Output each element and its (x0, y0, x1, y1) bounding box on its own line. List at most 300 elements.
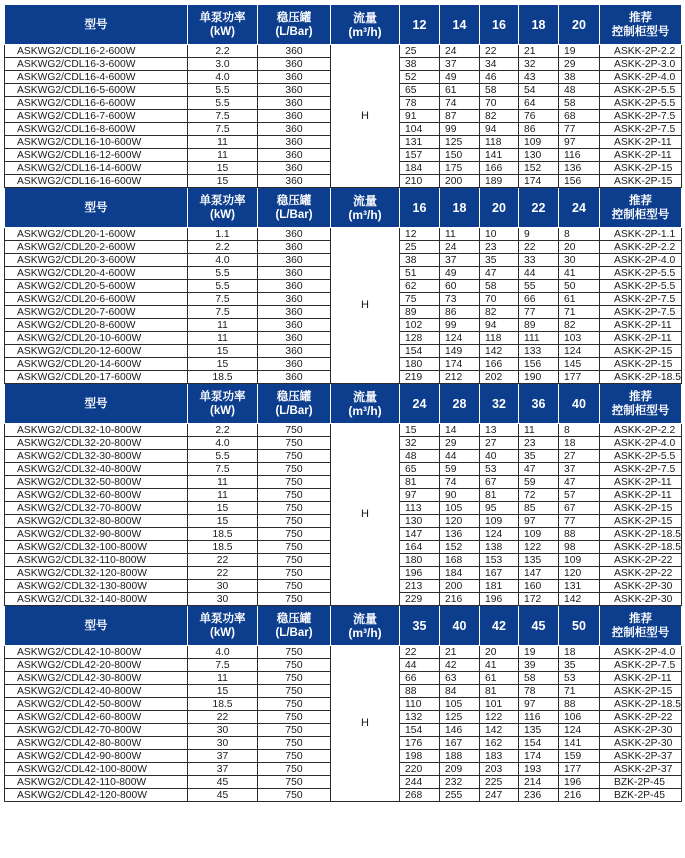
cell-head-value: 118 (480, 332, 519, 345)
cell-tank: 360 (258, 123, 331, 136)
cell-head-value: 162 (480, 737, 519, 750)
header-model (5, 188, 188, 228)
cell-model: ASKWG2/CDL16-7-600W (5, 110, 188, 123)
cell-head-value: 167 (440, 737, 480, 750)
cell-tank: 750 (258, 463, 331, 476)
cell-power: 45 (188, 789, 258, 802)
cell-head-value: 111 (519, 332, 559, 345)
cell-model: ASKWG2/CDL42-20-800W (5, 659, 188, 672)
header-flow-unit: (m³/h) (348, 207, 382, 222)
cell-model: ASKWG2/CDL16-16-600W (5, 175, 188, 188)
cell-head-value: 97 (559, 136, 600, 149)
cell-head-value: 212 (440, 371, 480, 384)
cell-tank: 750 (258, 763, 331, 776)
cell-head-value: 82 (480, 306, 519, 319)
cell-head-value: 81 (480, 685, 519, 698)
cell-head-value: 77 (559, 515, 600, 528)
cell-model: ASKWG2/CDL32-100-800W (5, 541, 188, 554)
cell-head-value: 48 (400, 450, 440, 463)
cell-head-value: 22 (480, 45, 519, 58)
cell-power: 7.5 (188, 306, 258, 319)
cell-tank: 750 (258, 711, 331, 724)
cell-head-value: 152 (440, 541, 480, 554)
cell-head-value: 97 (519, 515, 559, 528)
cell-head-value: 147 (400, 528, 440, 541)
cell-head-value: 65 (400, 463, 440, 476)
cell-tank: 360 (258, 175, 331, 188)
cell-head-value: 18 (559, 646, 600, 659)
cell-head-value: 229 (400, 593, 440, 606)
cell-head-value: 21 (519, 45, 559, 58)
cell-power: 7.5 (188, 110, 258, 123)
header-flow-value: 14 (440, 5, 480, 45)
cell-tank: 750 (258, 776, 331, 789)
cell-model: ASKWG2/CDL16-10-600W (5, 136, 188, 149)
cell-head-value: 21 (440, 646, 480, 659)
cell-model: ASKWG2/CDL16-6-600W (5, 97, 188, 110)
cell-tank: 360 (258, 149, 331, 162)
cell-head-value: 168 (440, 554, 480, 567)
cell-power: 4.0 (188, 646, 258, 659)
cell-head-value: 22 (400, 646, 440, 659)
cell-head-value: 32 (519, 58, 559, 71)
header-flow-value: 32 (480, 384, 519, 424)
section-header-row (5, 5, 682, 45)
cell-model: ASKWG2/CDL16-12-600W (5, 149, 188, 162)
cell-tank: 360 (258, 136, 331, 149)
cell-tank: 750 (258, 750, 331, 763)
cell-head-value: 74 (440, 97, 480, 110)
cell-head-value: 49 (440, 267, 480, 280)
cell-power: 37 (188, 763, 258, 776)
cell-power: 11 (188, 672, 258, 685)
cell-tank: 360 (258, 45, 331, 58)
cell-head-value: 167 (480, 567, 519, 580)
cell-head-value: 18 (559, 437, 600, 450)
cell-cabinet: ASKK-2P-18.5 (600, 528, 682, 541)
cell-head-value: 61 (480, 672, 519, 685)
cell-model: ASKWG2/CDL16-5-600W (5, 84, 188, 97)
cell-head-value: 156 (559, 175, 600, 188)
cell-power: 11 (188, 332, 258, 345)
header-flow (331, 384, 400, 424)
cell-head-value: 35 (519, 450, 559, 463)
cell-head-value: 10 (480, 228, 519, 241)
cell-model: ASKWG2/CDL32-40-800W (5, 463, 188, 476)
cell-model: ASKWG2/CDL20-12-600W (5, 345, 188, 358)
cell-head-value: 232 (440, 776, 480, 789)
cell-head-value: 193 (519, 763, 559, 776)
cell-tank: 750 (258, 672, 331, 685)
cell-head-value: 29 (559, 58, 600, 71)
cell-model: ASKWG2/CDL32-130-800W (5, 580, 188, 593)
cell-model: ASKWG2/CDL32-10-800W (5, 424, 188, 437)
cell-head-value: 35 (559, 659, 600, 672)
cell-tank: 750 (258, 554, 331, 567)
cell-model: ASKWG2/CDL42-120-800W (5, 789, 188, 802)
cell-head-value: 15 (400, 424, 440, 437)
cell-cabinet: ASKK-2P-4.0 (600, 71, 682, 84)
cell-head-value: 128 (400, 332, 440, 345)
cell-tank: 360 (258, 162, 331, 175)
cell-head-value: 27 (559, 450, 600, 463)
cell-head-value: 58 (519, 672, 559, 685)
cell-tank: 750 (258, 659, 331, 672)
cell-tank: 750 (258, 567, 331, 580)
cell-head-value: 97 (519, 698, 559, 711)
cell-head-value: 105 (440, 502, 480, 515)
cell-head-value: 130 (400, 515, 440, 528)
header-power: 单泵功率 (kW) (188, 188, 258, 228)
cell-head-value: 89 (400, 306, 440, 319)
cell-head-value: 136 (440, 528, 480, 541)
cell-tank: 360 (258, 254, 331, 267)
cell-model: ASKWG2/CDL20-17-600W (5, 371, 188, 384)
cell-cabinet: ASKK-2P-5.5 (600, 450, 682, 463)
header-flow-label: 流量 (352, 193, 377, 208)
cell-power: 5.5 (188, 280, 258, 293)
cell-head-value: 200 (440, 580, 480, 593)
cell-head-value: 70 (480, 293, 519, 306)
cell-head-value: 124 (559, 724, 600, 737)
table-row (5, 45, 682, 58)
cell-power: 5.5 (188, 97, 258, 110)
cell-power: 22 (188, 554, 258, 567)
cell-head-value: 87 (440, 110, 480, 123)
cell-head-value: 216 (440, 593, 480, 606)
cell-head-value: 60 (440, 280, 480, 293)
header-flow (331, 5, 400, 45)
cell-power: 5.5 (188, 267, 258, 280)
cell-head-value: 180 (400, 358, 440, 371)
cell-head-value: 33 (519, 254, 559, 267)
cell-tank: 360 (258, 371, 331, 384)
cell-cabinet: ASKK-2P-11 (600, 149, 682, 162)
table-row (5, 424, 682, 437)
cell-cabinet: ASKK-2P-5.5 (600, 267, 682, 280)
cell-model: ASKWG2/CDL20-10-600W (5, 332, 188, 345)
cell-power: 30 (188, 724, 258, 737)
cell-tank: 360 (258, 280, 331, 293)
cell-cabinet: ASKK-2P-18.5 (600, 698, 682, 711)
cell-cabinet: BZK-2P-45 (600, 789, 682, 802)
cell-cabinet: ASKK-2P-22 (600, 711, 682, 724)
cell-head-value: 59 (440, 463, 480, 476)
cell-head-value: 12 (400, 228, 440, 241)
cell-head-value: 138 (480, 541, 519, 554)
cell-head-value: 44 (400, 659, 440, 672)
cell-tank: 750 (258, 698, 331, 711)
cell-cabinet: ASKK-2P-37 (600, 750, 682, 763)
cell-head-value: 23 (519, 437, 559, 450)
section-header-row (5, 384, 682, 424)
cell-head-value: 61 (559, 293, 600, 306)
cell-head-value: 52 (400, 71, 440, 84)
cell-head-label: H (331, 45, 400, 188)
cell-head-value: 53 (559, 672, 600, 685)
cell-cabinet: ASKK-2P-15 (600, 175, 682, 188)
cell-head-value: 62 (400, 280, 440, 293)
header-flow-value: 24 (559, 188, 600, 228)
cell-tank: 750 (258, 724, 331, 737)
cell-head-value: 200 (440, 175, 480, 188)
header-model-label: 型号 (84, 619, 108, 632)
spec-sheet (4, 4, 681, 802)
cell-tank: 360 (258, 345, 331, 358)
header-flow-value: 18 (440, 188, 480, 228)
cell-head-value: 166 (480, 162, 519, 175)
cell-head-value: 99 (440, 319, 480, 332)
header-flow-unit: (m³/h) (348, 625, 382, 640)
cell-head-value: 55 (519, 280, 559, 293)
cell-head-value: 20 (559, 241, 600, 254)
cell-head-value: 19 (559, 45, 600, 58)
cell-head-value: 220 (400, 763, 440, 776)
cell-head-value: 184 (440, 567, 480, 580)
cell-cabinet: ASKK-2P-11 (600, 136, 682, 149)
cell-tank: 360 (258, 84, 331, 97)
cell-cabinet: ASKK-2P-30 (600, 580, 682, 593)
header-flow (331, 188, 400, 228)
cell-head-value: 89 (519, 319, 559, 332)
cell-cabinet: BZK-2P-45 (600, 776, 682, 789)
table-row (5, 228, 682, 241)
cell-head-value: 177 (559, 371, 600, 384)
cell-head-value: 58 (559, 97, 600, 110)
cell-power: 4.0 (188, 254, 258, 267)
cell-head-value: 88 (400, 685, 440, 698)
section-header-row (5, 606, 682, 646)
table-body (5, 5, 682, 802)
cell-tank: 750 (258, 424, 331, 437)
header-flow-value: 40 (440, 606, 480, 646)
cell-head-value: 133 (519, 345, 559, 358)
cell-tank: 360 (258, 332, 331, 345)
cell-head-value: 24 (440, 241, 480, 254)
header-flow-value: 35 (400, 606, 440, 646)
cell-power: 15 (188, 685, 258, 698)
cell-head-value: 59 (519, 476, 559, 489)
cell-head-value: 196 (559, 776, 600, 789)
cell-head-value: 67 (480, 476, 519, 489)
cell-head-value: 198 (400, 750, 440, 763)
section-header-row (5, 188, 682, 228)
header-model-label: 型号 (84, 397, 108, 410)
cell-head-value: 98 (559, 541, 600, 554)
cell-model: ASKWG2/CDL32-50-800W (5, 476, 188, 489)
cell-head-value: 77 (519, 306, 559, 319)
cell-head-value: 94 (480, 319, 519, 332)
header-flow-value: 16 (400, 188, 440, 228)
cell-power: 11 (188, 149, 258, 162)
cell-head-value: 24 (440, 45, 480, 58)
cell-cabinet: ASKK-2P-30 (600, 724, 682, 737)
cell-model: ASKWG2/CDL42-90-800W (5, 750, 188, 763)
cell-model: ASKWG2/CDL42-50-800W (5, 698, 188, 711)
cell-tank: 360 (258, 110, 331, 123)
cell-head-value: 39 (519, 659, 559, 672)
cell-head-value: 38 (400, 254, 440, 267)
cell-tank: 750 (258, 685, 331, 698)
cell-head-value: 109 (559, 554, 600, 567)
cell-head-value: 66 (519, 293, 559, 306)
cell-cabinet: ASKK-2P-3.0 (600, 58, 682, 71)
cell-head-value: 120 (440, 515, 480, 528)
cell-head-value: 180 (400, 554, 440, 567)
cell-head-value: 174 (519, 175, 559, 188)
cell-tank: 750 (258, 580, 331, 593)
cell-head-value: 46 (480, 71, 519, 84)
cell-head-value: 132 (400, 711, 440, 724)
cell-head-value: 54 (519, 84, 559, 97)
header-flow-value: 16 (480, 5, 519, 45)
header-flow-value: 20 (480, 188, 519, 228)
cell-head-value: 25 (400, 45, 440, 58)
header-model-label: 型号 (84, 201, 108, 214)
header-power: 单泵功率 (kW) (188, 384, 258, 424)
cell-cabinet: ASKK-2P-7.5 (600, 293, 682, 306)
cell-head-value: 219 (400, 371, 440, 384)
cell-head-value: 44 (519, 267, 559, 280)
cell-tank: 750 (258, 489, 331, 502)
cell-head-value: 210 (400, 175, 440, 188)
cell-head-value: 41 (480, 659, 519, 672)
cell-model: ASKWG2/CDL32-70-800W (5, 502, 188, 515)
cell-power: 11 (188, 489, 258, 502)
cell-head-value: 71 (559, 306, 600, 319)
cell-head-value: 44 (440, 450, 480, 463)
cell-head-value: 57 (559, 489, 600, 502)
cell-head-value: 66 (400, 672, 440, 685)
cell-head-value: 30 (559, 254, 600, 267)
cell-head-value: 8 (559, 424, 600, 437)
cell-cabinet: ASKK-2P-5.5 (600, 84, 682, 97)
cell-head-value: 63 (440, 672, 480, 685)
cell-cabinet: ASKK-2P-2.2 (600, 45, 682, 58)
cell-head-value: 236 (519, 789, 559, 802)
cell-model: ASKWG2/CDL32-20-800W (5, 437, 188, 450)
cell-model: ASKWG2/CDL20-8-600W (5, 319, 188, 332)
header-flow-value: 45 (519, 606, 559, 646)
cell-power: 22 (188, 711, 258, 724)
header-model (5, 384, 188, 424)
cell-head-value: 174 (519, 750, 559, 763)
cell-tank: 360 (258, 97, 331, 110)
cell-head-value: 142 (480, 345, 519, 358)
cell-head-value: 77 (559, 123, 600, 136)
cell-head-value: 11 (440, 228, 480, 241)
cell-head-value: 65 (400, 84, 440, 97)
cell-head-value: 95 (480, 502, 519, 515)
header-tank: 稳压罐 (L/Bar) (258, 606, 331, 646)
cell-tank: 750 (258, 593, 331, 606)
cell-head-value: 214 (519, 776, 559, 789)
cell-head-value: 183 (480, 750, 519, 763)
cell-head-value: 110 (400, 698, 440, 711)
cell-power: 30 (188, 737, 258, 750)
header-tank: 稳压罐 (L/Bar) (258, 384, 331, 424)
header-flow-value: 22 (519, 188, 559, 228)
cell-cabinet: ASKK-2P-11 (600, 319, 682, 332)
header-cabinet: 推荐 控制柜型号 (600, 5, 682, 45)
cell-power: 7.5 (188, 659, 258, 672)
cell-head-value: 22 (519, 241, 559, 254)
cell-head-value: 75 (400, 293, 440, 306)
cell-power: 37 (188, 750, 258, 763)
header-tank: 稳压罐 (L/Bar) (258, 188, 331, 228)
cell-power: 4.0 (188, 71, 258, 84)
cell-cabinet: ASKK-2P-4.0 (600, 646, 682, 659)
cell-head-value: 164 (400, 541, 440, 554)
cell-model: ASKWG2/CDL42-40-800W (5, 685, 188, 698)
cell-model: ASKWG2/CDL42-110-800W (5, 776, 188, 789)
cell-tank: 360 (258, 228, 331, 241)
cell-model: ASKWG2/CDL42-100-800W (5, 763, 188, 776)
cell-head-value: 104 (400, 123, 440, 136)
cell-model: ASKWG2/CDL16-3-600W (5, 58, 188, 71)
cell-head-value: 159 (559, 750, 600, 763)
cell-cabinet: ASKK-2P-7.5 (600, 110, 682, 123)
cell-head-value: 131 (559, 580, 600, 593)
cell-power: 15 (188, 345, 258, 358)
cell-power: 15 (188, 175, 258, 188)
cell-head-value: 141 (559, 737, 600, 750)
header-flow-value: 20 (559, 5, 600, 45)
cell-power: 15 (188, 502, 258, 515)
cell-head-value: 58 (480, 84, 519, 97)
cell-tank: 360 (258, 319, 331, 332)
cell-cabinet: ASKK-2P-11 (600, 332, 682, 345)
header-cabinet: 推荐 控制柜型号 (600, 606, 682, 646)
cell-cabinet: ASKK-2P-30 (600, 593, 682, 606)
cell-head-value: 152 (519, 162, 559, 175)
cell-head-value: 51 (400, 267, 440, 280)
cell-head-value: 142 (559, 593, 600, 606)
cell-model: ASKWG2/CDL16-14-600W (5, 162, 188, 175)
cell-head-value: 116 (519, 711, 559, 724)
cell-head-value: 103 (559, 332, 600, 345)
cell-head-value: 153 (480, 554, 519, 567)
cell-head-value: 102 (400, 319, 440, 332)
cell-head-value: 81 (400, 476, 440, 489)
cell-tank: 750 (258, 450, 331, 463)
cell-head-value: 50 (559, 280, 600, 293)
cell-model: ASKWG2/CDL20-3-600W (5, 254, 188, 267)
cell-model: ASKWG2/CDL42-60-800W (5, 711, 188, 724)
header-flow-label: 流量 (352, 611, 377, 626)
cell-head-value: 37 (440, 254, 480, 267)
cell-head-value: 131 (400, 136, 440, 149)
cell-power: 11 (188, 476, 258, 489)
cell-head-value: 124 (559, 345, 600, 358)
cell-power: 2.2 (188, 45, 258, 58)
cell-model: ASKWG2/CDL20-1-600W (5, 228, 188, 241)
cell-cabinet: ASKK-2P-7.5 (600, 306, 682, 319)
cell-head-value: 196 (400, 567, 440, 580)
cell-head-value: 109 (519, 528, 559, 541)
cell-head-value: 135 (519, 554, 559, 567)
cell-power: 18.5 (188, 541, 258, 554)
header-flow-value: 12 (400, 5, 440, 45)
cell-head-value: 37 (440, 58, 480, 71)
cell-head-value: 88 (559, 698, 600, 711)
cell-model: ASKWG2/CDL32-90-800W (5, 528, 188, 541)
cell-cabinet: ASKK-2P-15 (600, 345, 682, 358)
header-flow-value: 18 (519, 5, 559, 45)
cell-tank: 750 (258, 646, 331, 659)
cell-head-value: 84 (440, 685, 480, 698)
cell-head-value: 9 (519, 228, 559, 241)
